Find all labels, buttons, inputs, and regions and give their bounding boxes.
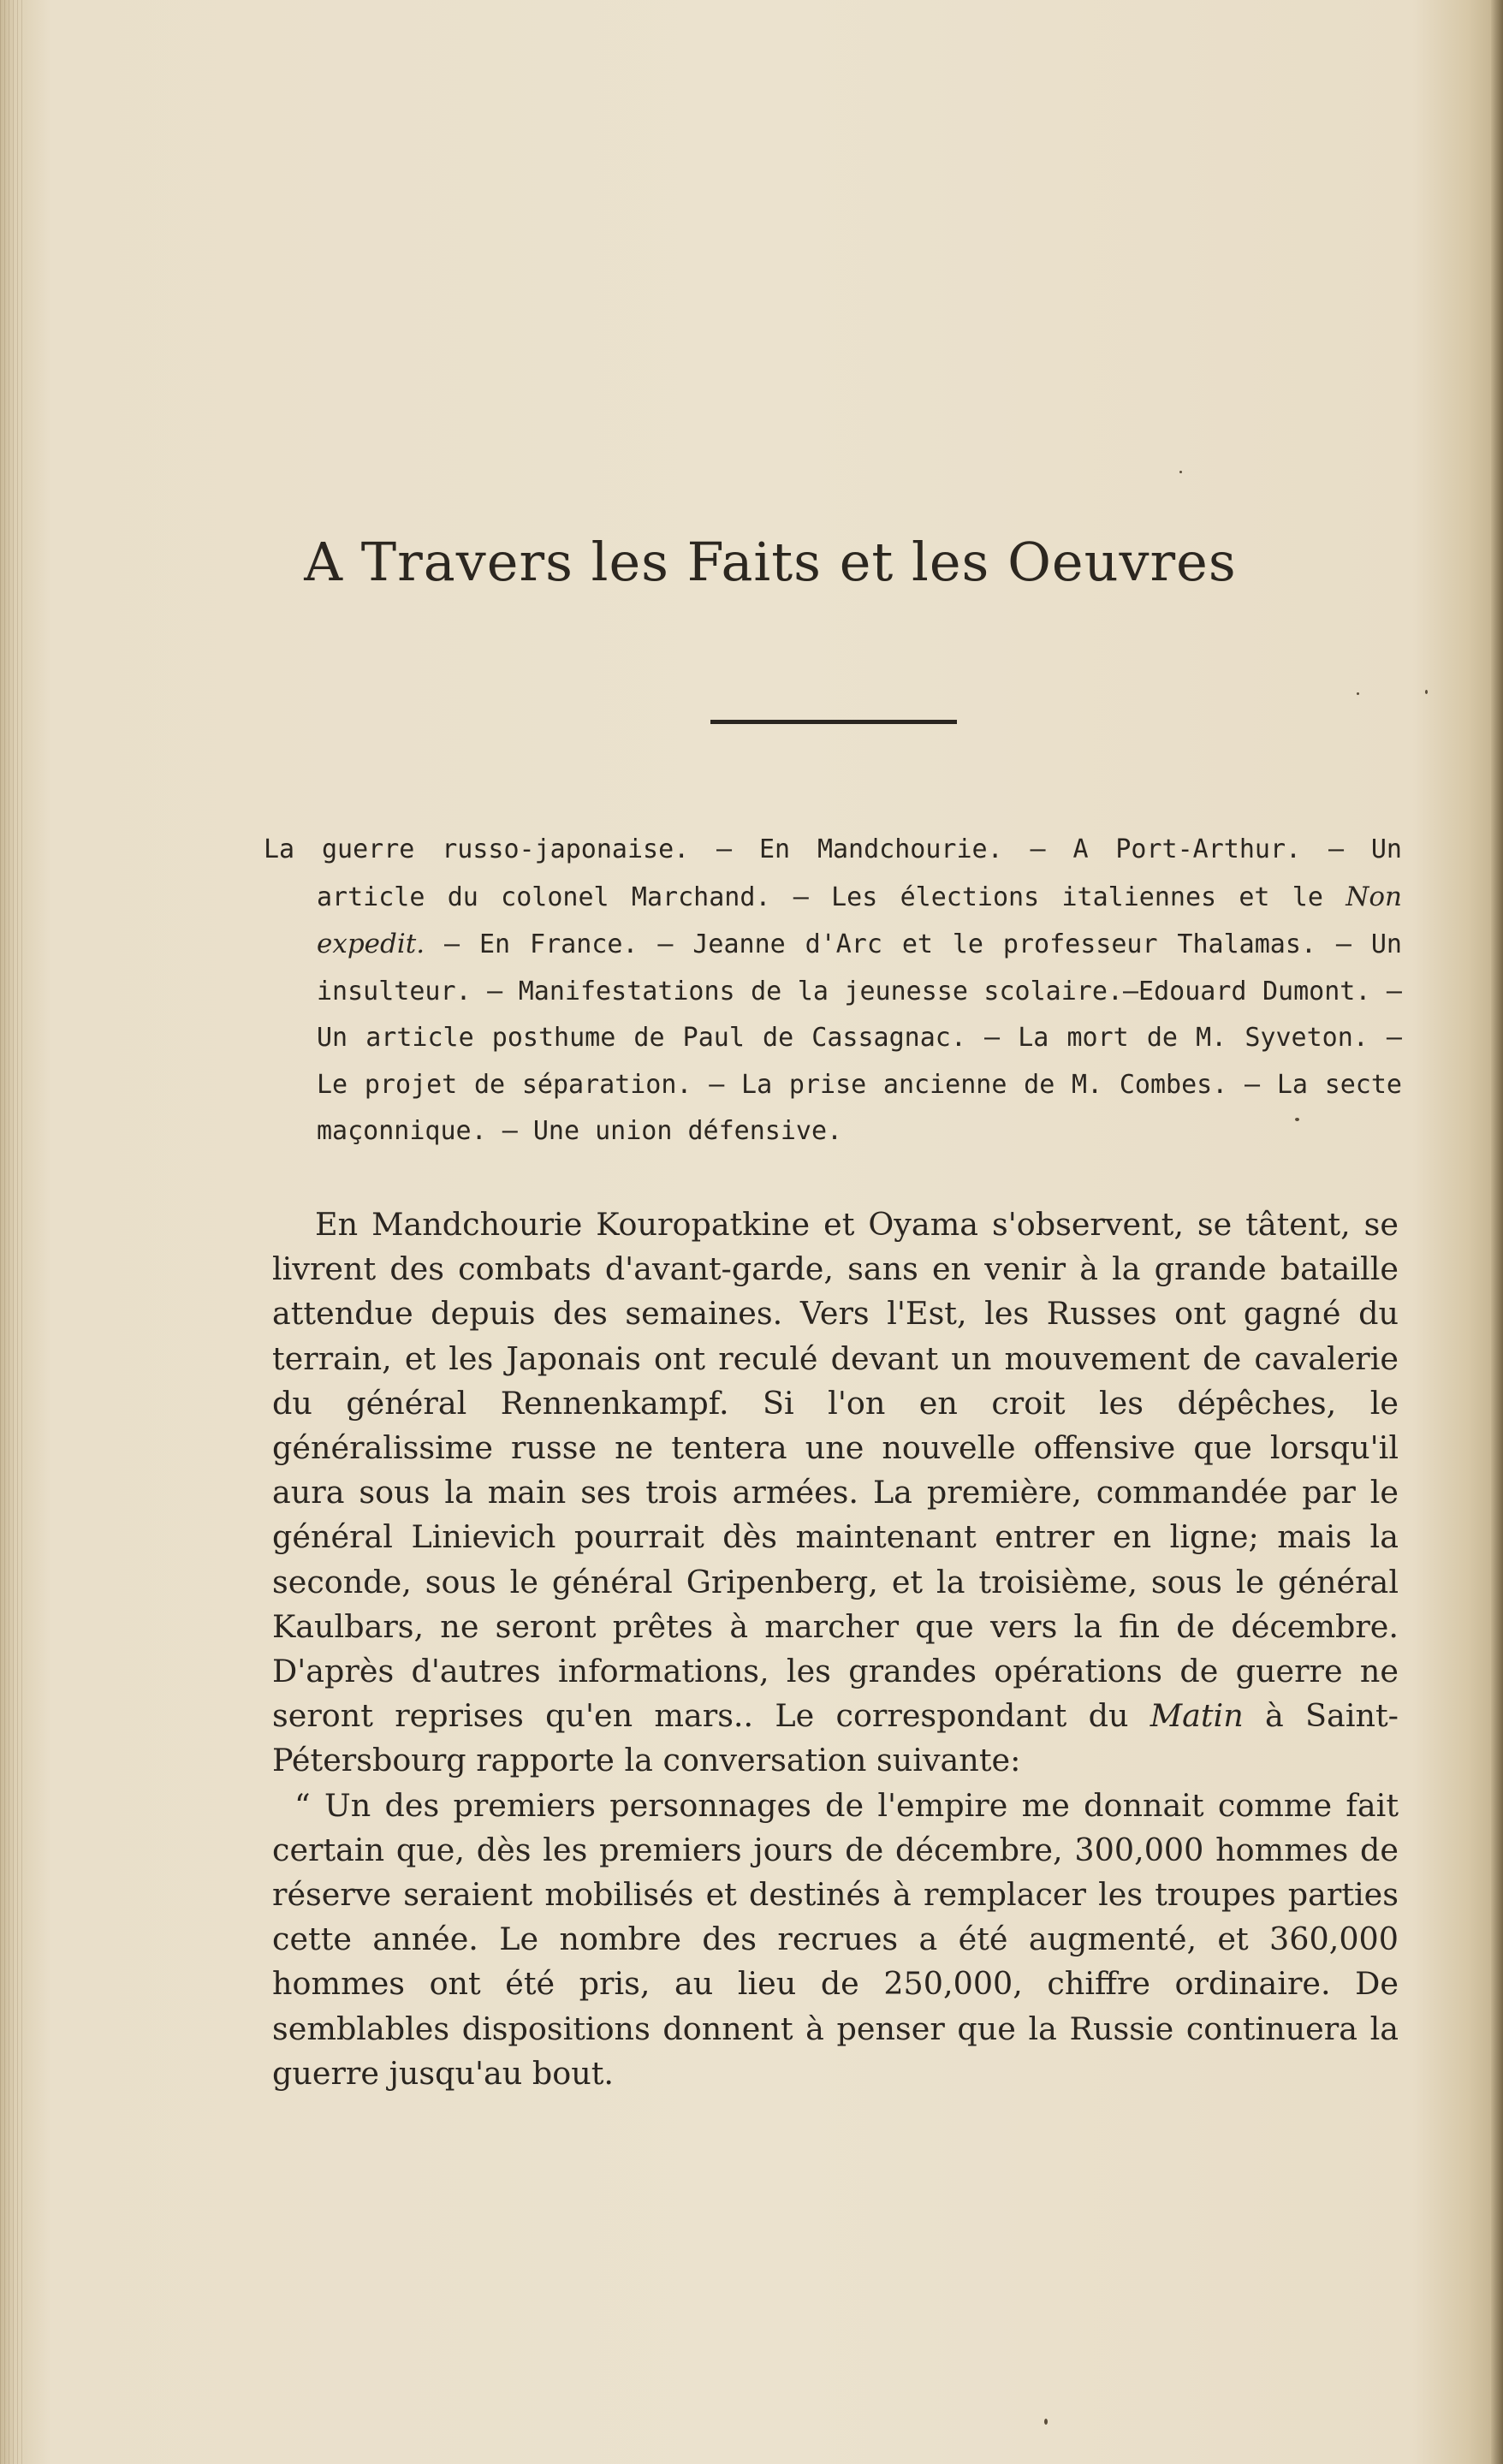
summary-italic-latin: Non expedit. xyxy=(317,881,1402,959)
page-binding-edge xyxy=(0,0,22,2464)
summary-text-part2: — En France. — Jeanne d'Arc et le professeur Thalamas. — Un insulteur. — Manifestations de la jeunesse scolaire.—Edouard Dumont. — Un article posthume de Paul de Cassagnac. — La mort de M. Syveton. — Le projet de séparation. — La prise ancienne de M. Combes. — La secte maçonnique. — Une union défensive. xyxy=(317,929,1402,1146)
body-paragraph-text-1: En Mandchourie Kouropatkine et Oyama s'observent, se tâtent, se livrent des combats d'avant-garde, sans en venir à la grande bataille attendue depuis des semaines. Vers l'Est, les Russes ont gagné du terrain, et les Japonais ont reculé devant un mouvement de cavalerie du général Rennenkampf. Si l'on en croit les dépêches, le généralissime russe ne tentera une nouvelle offensive que lorsqu'il aura sous la main ses trois armées. La première, commandée par le général Linievich pourrait dès maintenant entrer en ligne; mais la seconde, sous le général Gripenberg, et la troisième, sous le général Kaulbars, ne seront prêtes à marcher que vers la fin de décembre. D'après d'autres informations, les grandes opérations de guerre ne seront reprises qu'en mars.. Le correspondant du xyxy=(272,1206,1399,1735)
title-rule xyxy=(710,720,957,724)
page-outer-edge xyxy=(1491,0,1503,2464)
print-speck xyxy=(1044,2419,1048,2425)
article-body xyxy=(272,1202,1399,2096)
body-paragraph-text-2: à Saint-Pétersbourg rapporte la conversation suivante: xyxy=(272,1697,1399,1779)
body-paragraph xyxy=(272,1202,1399,1784)
chapter-summary xyxy=(264,827,1402,1155)
summary-text-part1: La guerre russo-japonaise. — En Mandchourie. — A Port-Arthur. — Un article du colonel Marchand. — Les élections italiennes et le xyxy=(264,834,1402,912)
page-title: A Travers les Faits et les Oeuvres xyxy=(304,531,1237,593)
body-italic-newspaper: Matin xyxy=(1150,1697,1244,1735)
print-speck xyxy=(1425,690,1428,694)
print-speck xyxy=(1357,692,1359,695)
print-speck xyxy=(1295,1118,1299,1121)
body-quote: “ Un des premiers personnages de l'empire me donnait comme fait certain que, dès les premiers jours de décembre, 300,000 hommes de réserve seraient mobilisés et destinés à remplacer les troupes parties cette année. Le nombre des recrues a été augmenté, et 360,000 hommes ont été pris, au lieu de 250,000, chiffre ordinaire. De semblables dispositions donnent à penser que la Russie continuera la guerre jusqu'au bout. xyxy=(272,1786,1399,2092)
print-speck xyxy=(1179,471,1182,473)
